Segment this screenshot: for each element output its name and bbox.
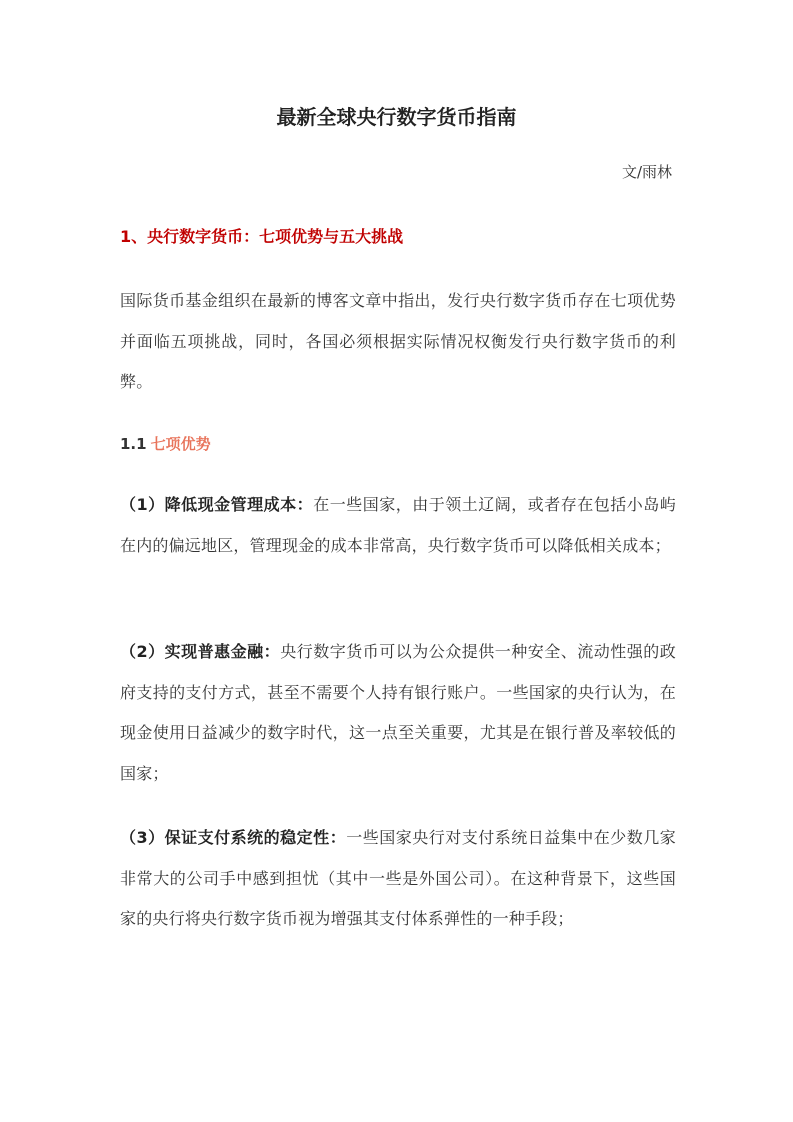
advantage-item-1 <box>120 485 676 566</box>
advantage-item-2 <box>120 632 676 794</box>
section-heading: 1、央行数字货币：七项优势与五大挑战 <box>120 227 404 246</box>
advantage-text: 在一些国家，由于领土辽阔，或者存在包括小岛屿在内的偏远地区，管理现金的成本非常高，央行数字货币可以降低相关成本； <box>120 495 676 555</box>
advantage-label: （3）保证支付系统的稳定性： <box>120 828 347 847</box>
advantage-label: （1）降低现金管理成本： <box>120 495 314 514</box>
document-title: 最新全球央行数字货币指南 <box>276 105 517 129</box>
subsection-heading <box>120 431 211 457</box>
advantage-text: 央行数字货币可以为公众提供一种安全、流动性强的政府支持的支付方式，甚至不需要个人持有银行账户。一些国家的央行认为，在现金使用日益减少的数字时代，这一点至关重要，尤其是在银行普及率较低的国家； <box>120 642 676 783</box>
advantage-text: 一些国家央行对支付系统日益集中在少数几家非常大的公司手中感到担忧（其中一些是外国公司）。在这种背景下，这些国家的央行将央行数字货币视为增强其支付体系弹性的一种手段； <box>120 828 676 928</box>
advantage-label: （2）实现普惠金融： <box>120 642 281 661</box>
subsection-number: 1.1 <box>120 435 147 453</box>
subsection-title: 七项优势 <box>150 435 211 453</box>
author-byline: 文/雨林 <box>621 163 672 181</box>
advantage-item-3 <box>120 818 676 940</box>
intro-paragraph: 国际货币基金组织在最新的博客文章中指出，发行央行数字货币存在七项优势并面临五项挑战，同时，各国必须根据实际情况权衡发行央行数字货币的利弊。 <box>120 291 676 391</box>
